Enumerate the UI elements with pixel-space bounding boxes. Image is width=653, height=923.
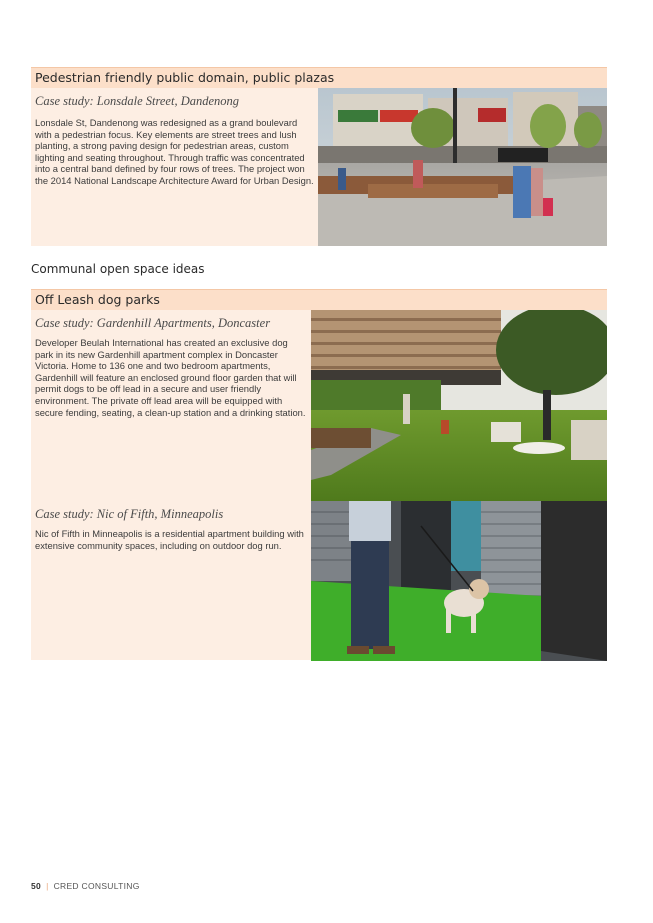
footer-company: CRED CONSULTING bbox=[53, 881, 140, 891]
plaza-title-band bbox=[31, 67, 607, 88]
gardenhill-garden-photo bbox=[311, 310, 607, 501]
lonsdale-street-photo bbox=[318, 88, 607, 246]
page-footer bbox=[31, 881, 140, 891]
plaza-title: Pedestrian friendly public domain, public plazas bbox=[35, 70, 335, 85]
dog-park-title: Off Leash dog parks bbox=[35, 292, 160, 307]
page-number: 50 bbox=[31, 881, 42, 891]
communal-space-heading: Communal open space ideas bbox=[31, 262, 205, 276]
nic-of-fifth-case-title: Case study: Nic of Fifth, Minneapolis bbox=[35, 507, 224, 521]
lonsdale-body: Lonsdale St, Dandenong was redesigned as a grand boulevard with a pedestrian focus. Key elements are street trees and lush planting, a strong paving design for pedestrian areas, custom lighting and seating throughout. Through traffic was concentrated into a central band defined by four rows of trees. The project won the 2014 National Landscape Architecture Award for Urban Design. bbox=[35, 117, 314, 186]
nic-of-fifth-dog-run-photo bbox=[311, 501, 607, 661]
footer-separator: | bbox=[46, 881, 49, 891]
nic-of-fifth-body: Nic of Fifth in Minneapolis is a residential apartment building with extensive community spaces, including on outdoor dog run. bbox=[35, 528, 304, 551]
gardenhill-case-title: Case study: Gardenhill Apartments, Doncaster bbox=[35, 316, 271, 330]
gardenhill-body: Developer Beulah International has created an exclusive dog park in its new Gardenhill apartment complex in Doncaster Victoria. Home to 136 one and two bedroom apartments, Gardenhill will feature an enclosed ground floor garden that will permit dogs to be off lead in a secure and user friendly environment. The private off lead area will be equipped with secure fending, seating, a clean-up station and a drinking station. bbox=[35, 337, 306, 418]
dog-park-title-band bbox=[31, 289, 607, 310]
lonsdale-case-title: Case study: Lonsdale Street, Dandenong bbox=[35, 94, 240, 108]
